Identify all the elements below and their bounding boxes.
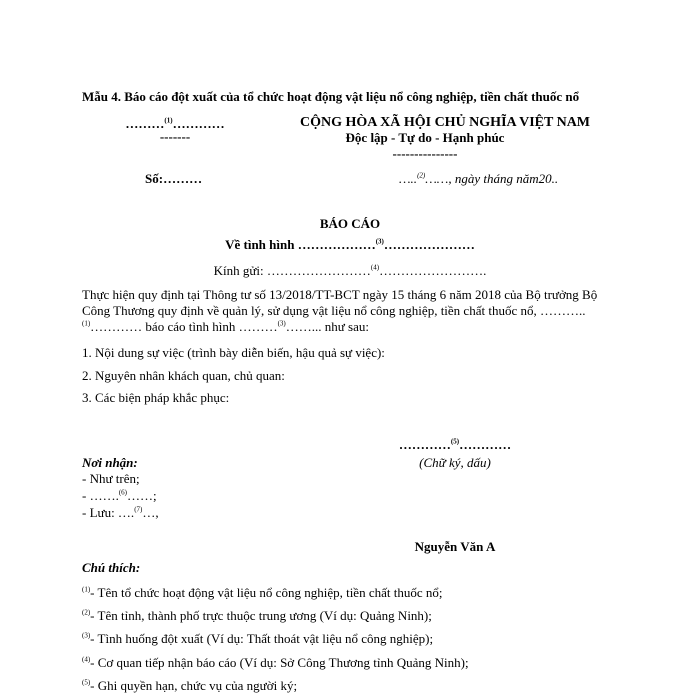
org-name-dots-left: ………: [125, 116, 165, 131]
note-item: [82, 585, 442, 601]
report-recipient: [0, 263, 700, 279]
item-1: 1. Nội dung sự việc (trình bày diễn biến, hậu quả sự việc):: [82, 345, 385, 360]
recipient-line-3-sup: (7): [134, 505, 143, 514]
recipient-line-2-prefix: - …….: [82, 488, 119, 503]
note-text: - Tên tỉnh, thành phố trực thuộc trung ương (Ví dụ: Quảng Ninh);: [90, 608, 432, 623]
form-title: Mẫu 4. Báo cáo đột xuất của tổ chức hoạt động vật liệu nổ công nghiệp, tiền chất thuốc nổ: [82, 89, 580, 104]
recipient-suffix: …………………….: [379, 263, 487, 278]
date-sup: (2): [417, 171, 426, 180]
note-sup: (1): [82, 585, 91, 594]
signer-dots-left: …………: [398, 437, 451, 452]
recipient-line-3: [82, 505, 159, 521]
recipient-prefix: Kính gửi: ……………………: [213, 263, 371, 278]
recipient-line-2-suffix: ……;: [127, 488, 157, 503]
subject-prefix: Về tình hình ………………: [225, 237, 376, 252]
signer-dots-right: …………: [459, 437, 512, 452]
note-text: - Tình huống đột xuất (Ví dụ: Thất thoát vật liệu nổ công nghiệp);: [90, 631, 434, 646]
number-label: Số:: [145, 171, 164, 186]
note-text: - Cơ quan tiếp nhận báo cáo (Ví dụ: Sở Công Thương tỉnh Quảng Ninh);: [90, 655, 469, 670]
signer-name: Nguyễn Văn A: [414, 539, 496, 554]
note-sup: (3): [82, 631, 91, 640]
document-number: [145, 171, 202, 187]
note-sup: (2): [82, 608, 91, 617]
recipient-line-3-prefix: - Lưu: ….: [82, 505, 135, 520]
note-text: - Tên tổ chức hoạt động vật liệu nổ công nghiệp, tiền chất thuốc nổ;: [90, 585, 443, 600]
national-motto: Độc lập - Tự do - Hạnh phúc: [345, 130, 505, 145]
note-text: - Ghi quyền hạn, chức vụ của người ký;: [90, 678, 298, 693]
date-prefix: …..: [399, 171, 418, 186]
item-2: 2. Nguyên nhân khách quan, chủ quan:: [82, 368, 285, 383]
note-item: [82, 655, 469, 671]
note-item: [82, 631, 433, 647]
note-item: [82, 608, 432, 624]
note-sup: (5): [82, 678, 91, 687]
report-subject: [0, 237, 700, 253]
note-item: [82, 678, 297, 694]
org-name-dots-right: …………: [172, 116, 225, 131]
intro-paragraph: [82, 287, 622, 335]
date-line: [399, 171, 558, 187]
recipient-line-2: [82, 488, 157, 504]
recipients-heading: Nơi nhận:: [82, 455, 138, 470]
signature-note: (Chữ ký, dấu): [419, 455, 491, 470]
item-3: 3. Các biện pháp khắc phục:: [82, 390, 230, 405]
recipient-sup: (4): [370, 263, 380, 272]
intro-part2: ………… báo cáo tình hình ………: [90, 319, 278, 334]
national-title: CỘNG HÒA XÃ HỘI CHỦ NGHĨA VIỆT NAM: [300, 115, 591, 130]
note-sup: (4): [82, 655, 91, 664]
recipient-line-2-sup: (6): [118, 488, 128, 497]
national-separator: ---------------: [392, 146, 458, 161]
signer-title: [385, 437, 525, 453]
date-text: ……, ngày tháng năm20..: [425, 171, 559, 186]
recipient-line-3-suffix: …,: [142, 505, 159, 520]
notes-heading: Chú thích:: [82, 560, 141, 575]
intro-part3: ……... như sau:: [285, 319, 369, 334]
intro-sup1: (1): [82, 319, 91, 328]
subject-sup: (3): [375, 237, 384, 246]
org-name-sup: (1): [164, 116, 173, 125]
intro-part1: Thực hiện quy định tại Thông tư số 13/2018/TT-BCT ngày 15 tháng 6 năm 2018 của Bộ trưởng Bộ Công Thương quy định về quản lý, sử dụng vật liệu nổ công nghiệp, tiền chất thuốc nổ, ………..: [82, 287, 598, 318]
number-dots: ………: [163, 171, 203, 186]
recipient-line-1: - Như trên;: [82, 471, 140, 486]
signer-sup: (5): [450, 437, 460, 446]
intro-sup2: (3): [277, 319, 286, 328]
org-separator: -------: [159, 129, 191, 144]
subject-suffix: …………………: [383, 237, 475, 252]
report-title: BÁO CÁO: [319, 216, 381, 231]
